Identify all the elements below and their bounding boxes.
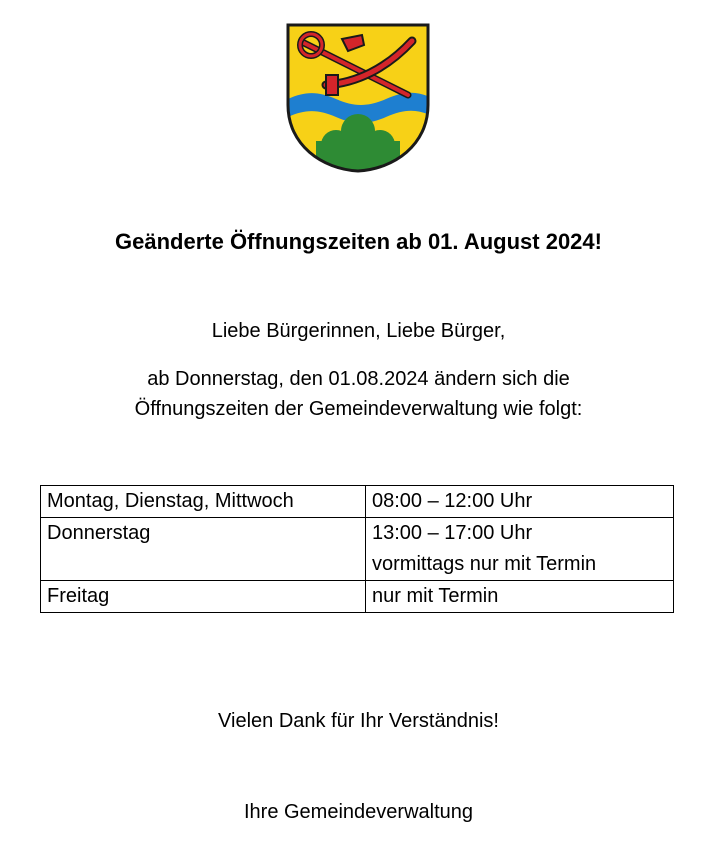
thanks-note: Vielen Dank für Ihr Verständnis! (218, 710, 499, 732)
intro-line: Öffnungszeiten der Gemeindeverwaltung wie folgt: (134, 398, 583, 420)
time-text: 13:00 – 17:00 Uhr (372, 522, 533, 544)
day-cell: Freitag (41, 581, 366, 613)
intro-line: ab Donnerstag, den 01.08.2024 ändern sich die (147, 368, 570, 390)
intro-paragraph (0, 364, 717, 424)
table-row (41, 486, 674, 518)
opening-hours-table (40, 485, 674, 613)
time-text: vormittags nur mit Termin (372, 553, 597, 575)
time-cell (366, 518, 674, 581)
time-cell (366, 486, 674, 518)
municipal-coat-of-arms-icon (286, 23, 430, 173)
greeting: Liebe Bürgerinnen, Liebe Bürger, (211, 320, 506, 342)
day-cell: Donnerstag (41, 518, 366, 581)
time-text: 08:00 – 12:00 Uhr (372, 490, 533, 512)
table-row (41, 581, 674, 613)
time-cell (366, 581, 674, 613)
time-text: nur mit Termin (372, 585, 499, 607)
table-row (41, 518, 674, 581)
day-cell: Montag, Dienstag, Mittwoch (41, 486, 366, 518)
page-title: Geänderte Öffnungszeiten ab 01. August 2024! (115, 229, 602, 254)
signature: Ihre Gemeindeverwaltung (243, 801, 473, 823)
